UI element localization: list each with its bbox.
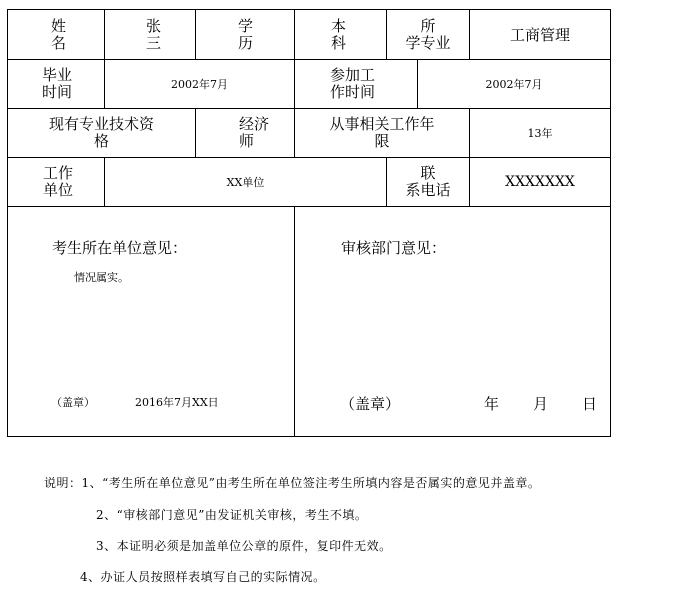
- row-divider: [8, 206, 610, 207]
- cell-divider: [195, 10, 196, 59]
- opinion-divider: [294, 206, 295, 436]
- graduation-value: 2002年7月: [171, 78, 228, 91]
- row-divider: [8, 108, 610, 109]
- cell-divider: [195, 108, 196, 157]
- review-opinion-title: 审核部门意见：: [341, 239, 447, 257]
- graduation-label: 毕业 时间: [42, 66, 73, 101]
- phone-value: XXXXXXX: [505, 174, 575, 190]
- years-label: 从事相关工作年 限: [329, 115, 435, 150]
- note-item-3: 3、本证明必须是加盖单位公章的原件，复印件无效。: [96, 539, 392, 553]
- review-seal: （盖章）: [340, 395, 401, 413]
- qualification-label: 现有专业技术资 格: [48, 115, 154, 150]
- cell-divider: [386, 10, 387, 59]
- review-day: 日: [582, 395, 598, 413]
- work-start-label: 参加工 作时间: [330, 66, 376, 101]
- cell-divider: [294, 59, 295, 108]
- note-item-2: 2、“审核部门意见”由发证机关审核，考生不填。: [96, 508, 368, 522]
- certificate-form-table: [7, 9, 611, 437]
- employer-label: 工作 单位: [43, 164, 74, 199]
- major-label: 所 学专业: [405, 17, 451, 52]
- unit-seal: （盖章）: [51, 396, 95, 409]
- work-start-value: 2002年7月: [485, 78, 543, 91]
- qualification-value: 经济 师: [239, 115, 270, 150]
- employer-value: XX单位: [226, 176, 265, 189]
- unit-date: 2016年7月XX日: [135, 396, 219, 409]
- row-divider: [8, 157, 610, 158]
- row-divider: [8, 59, 610, 60]
- note-item-1: 说明：1、“考生所在单位意见”由考生所在单位签注考生所填内容是否属实的意见并盖章。: [44, 476, 541, 490]
- review-month: 月: [533, 395, 549, 413]
- years-value: 13年: [527, 127, 553, 140]
- unit-opinion-title: 考生所在单位意见：: [52, 239, 188, 257]
- note-item-4: 4、办证人员按照样表填写自己的实际情况。: [80, 570, 326, 584]
- cell-divider: [294, 10, 295, 59]
- phone-label: 联 系电话: [405, 164, 451, 199]
- unit-opinion-text: 情况属实。: [74, 271, 129, 284]
- cell-divider: [104, 10, 105, 59]
- education-value: 本 科: [331, 17, 347, 52]
- education-label: 学 历: [238, 17, 254, 52]
- major-value: 工商管理: [509, 26, 570, 44]
- name-label: 姓 名: [51, 17, 67, 52]
- name-value: 张 三: [146, 17, 162, 52]
- review-year: 年: [484, 395, 500, 413]
